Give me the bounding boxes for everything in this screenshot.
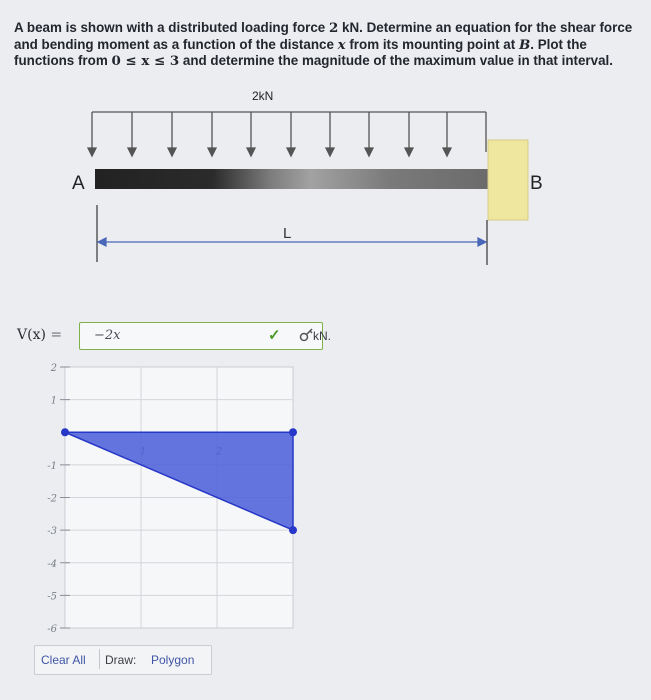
y-tick-label: -6 — [47, 624, 57, 635]
beam — [95, 169, 488, 189]
point-a-label: A — [72, 173, 85, 194]
problem-text-3: from its mounting point at — [345, 36, 519, 52]
equals-sign: = — [50, 327, 63, 343]
load-arrows — [88, 112, 486, 156]
unit-label: kN. — [313, 329, 331, 343]
problem-text-5: and determine the magnitude of the maximum value in that interval. — [179, 53, 613, 68]
problem-text-4: . Plot the functions from — [14, 36, 587, 68]
correct-check-icon: ✓ — [268, 327, 281, 344]
problem-statement — [14, 20, 644, 70]
answer-value: −2x — [94, 328, 121, 343]
shear-answer-input[interactable] — [79, 322, 323, 350]
length-label: L — [283, 225, 292, 242]
y-tick-label: -3 — [47, 526, 57, 538]
clear-all-button[interactable]: Clear All — [41, 653, 86, 667]
polygon-tool-button[interactable]: Polygon — [151, 653, 195, 667]
draw-label: Draw: — [105, 653, 137, 667]
shear-answer-row — [17, 322, 377, 352]
variable-x: x — [337, 36, 346, 53]
force-value: 2 — [328, 20, 339, 36]
point-b-ref: B — [518, 36, 531, 53]
wall-support — [488, 140, 528, 220]
y-tick-label: -5 — [47, 591, 57, 603]
problem-text-2: kN. Determine an equation for the shear force and bending moment as a function of the distance — [14, 20, 633, 52]
beam-figure — [0, 80, 651, 280]
y-tick-label: -1 — [47, 460, 57, 472]
y-tick-label: 1 — [50, 395, 57, 407]
toolbar-divider — [99, 649, 100, 669]
shear-label-text: V(x) — [17, 327, 46, 343]
y-tick-label: -4 — [47, 558, 57, 570]
graph-toolbar — [34, 645, 212, 675]
shear-graph[interactable] — [0, 350, 651, 640]
length-dimension — [97, 205, 487, 265]
problem-text-1: A beam is shown with a distributed loading force — [14, 20, 329, 35]
range-expression: 0 ≤ x ≤ 3 — [111, 53, 180, 69]
polygon-vertex[interactable] — [289, 526, 297, 534]
shear-function-label — [17, 327, 62, 343]
point-b-label: B — [530, 173, 543, 194]
y-tick-label: -2 — [47, 493, 57, 505]
load-label: 2kN — [252, 89, 274, 103]
polygon-vertex[interactable] — [289, 428, 297, 436]
y-tick-label: 2 — [50, 363, 57, 374]
polygon-vertex[interactable] — [61, 428, 69, 436]
